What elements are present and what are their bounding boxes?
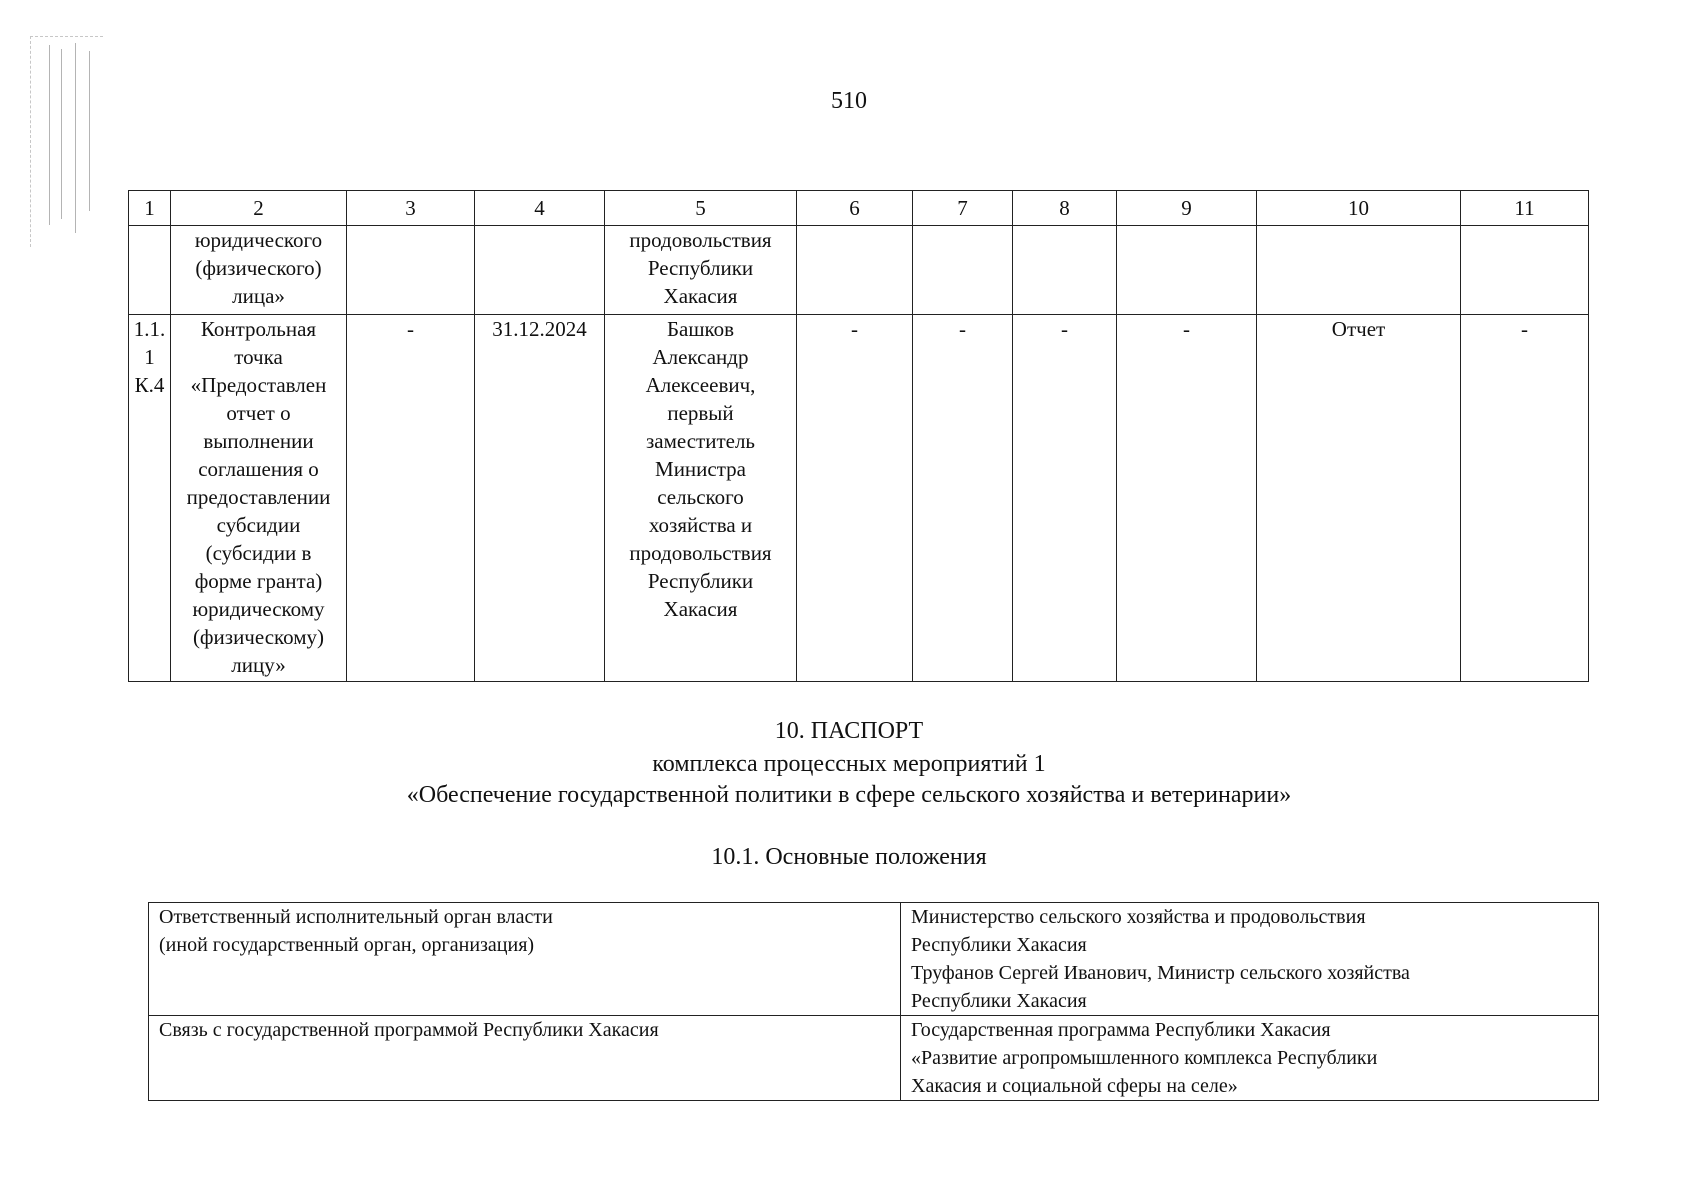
table-cell: - (1013, 315, 1117, 682)
table-cell (1013, 226, 1117, 315)
table-cell (1257, 226, 1461, 315)
column-header: 7 (913, 191, 1013, 226)
row-value: Министерство сельского хозяйства и продовольствия Республики Хакасия Труфанов Сергей Иванович, Министр сельского хозяйства Республики Хакасия (901, 903, 1599, 1016)
table-cell: - (797, 315, 913, 682)
registration-stamp (30, 36, 103, 247)
passport-name: «Обеспечение государственной политики в сфере сельского хозяйства и ветеринарии» (406, 782, 1292, 808)
table-cell (129, 226, 171, 315)
main-provisions-table (148, 902, 1599, 1101)
table-row (149, 903, 1599, 1016)
table-cell (797, 226, 913, 315)
activities-table (128, 190, 1589, 682)
column-header: 11 (1461, 191, 1589, 226)
table-cell: - (1117, 315, 1257, 682)
table-cell: 31.12.2024 (475, 315, 605, 682)
row-label: Связь с государственной программой Республики Хакасия (149, 1016, 901, 1101)
column-header: 5 (605, 191, 797, 226)
passport-subtitle: комплекса процессных мероприятий 1 (652, 751, 1046, 777)
column-header: 4 (475, 191, 605, 226)
table-cell (1461, 226, 1589, 315)
table-cell: продовольствия Республики Хакасия (605, 226, 797, 315)
table-cell (1117, 226, 1257, 315)
page-number: 510 (831, 88, 867, 114)
table-row (149, 1016, 1599, 1101)
column-header: 9 (1117, 191, 1257, 226)
table-cell: Отчет (1257, 315, 1461, 682)
row-value: Государственная программа Республики Хакасия «Развитие агропромышленного комплекса Республики Хакасия и социальной сферы на селе» (901, 1016, 1599, 1101)
column-header: 3 (347, 191, 475, 226)
table-cell: - (913, 315, 1013, 682)
table-row (129, 226, 1589, 315)
row-label: Ответственный исполнительный орган власти (иной государственный орган, организация) (149, 903, 901, 1016)
section-title: 10.1. Основные положения (711, 844, 987, 870)
table-cell: - (347, 315, 475, 682)
passport-title: 10. ПАСПОРТ (774, 718, 924, 744)
table-cell: - (1461, 315, 1589, 682)
table-cell: юридического (физического) лица» (171, 226, 347, 315)
column-header: 1 (129, 191, 171, 226)
table-cell (347, 226, 475, 315)
column-header: 8 (1013, 191, 1117, 226)
table-cell: 1.1. 1 К.4 (129, 315, 171, 682)
column-header: 10 (1257, 191, 1461, 226)
column-header: 6 (797, 191, 913, 226)
table-header-row (129, 191, 1589, 226)
column-header: 2 (171, 191, 347, 226)
table-cell: Контрольная точка «Предоставлен отчет о выполнении соглашения о предоставлении субсидии (субсидии в форме гранта) юридическому (физическому) лицу» (171, 315, 347, 682)
table-cell (913, 226, 1013, 315)
table-cell (475, 226, 605, 315)
table-cell: Башков Александр Алексеевич, первый заместитель Министра сельского хозяйства и продовольствия Республики Хакасия (605, 315, 797, 682)
table-row (129, 315, 1589, 682)
